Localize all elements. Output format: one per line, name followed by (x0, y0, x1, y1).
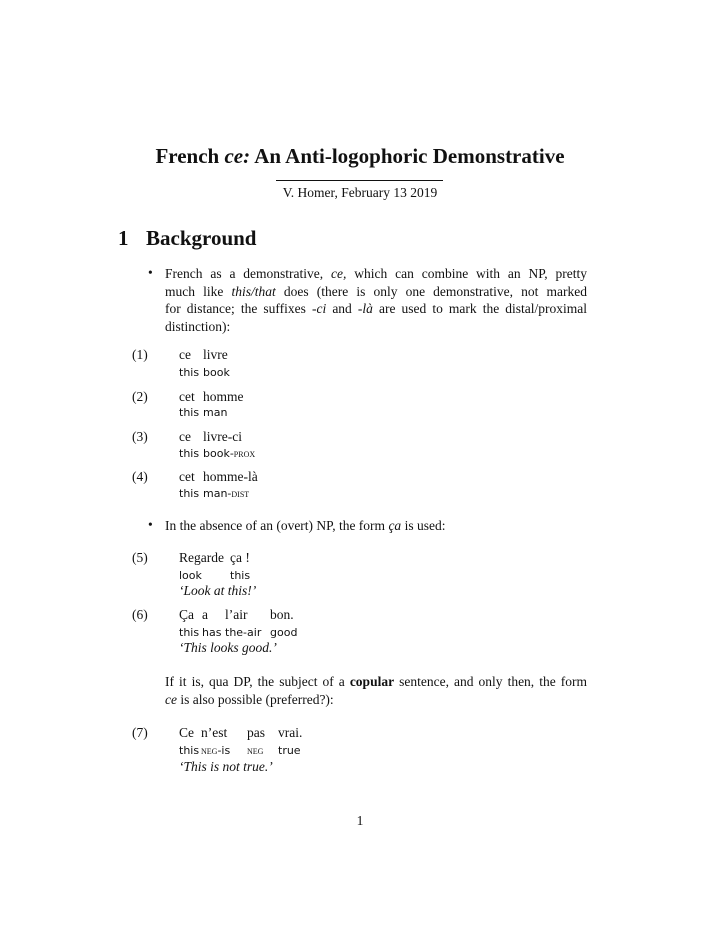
text-line: ce is also possible (preferred?): (165, 691, 334, 707)
example-number: (5) (132, 550, 148, 565)
paper-title: French ce: An Anti-logophoric Demonstrative (155, 144, 565, 168)
gloss-abbreviation: dist (231, 486, 250, 500)
example-line: ce livre-ci (179, 429, 242, 444)
translation-line: ‘This is not true.’ (179, 759, 273, 774)
section-number: 1 (118, 226, 129, 250)
bullet-marker: • (148, 265, 153, 280)
example-line: Ça a l’air bon. (179, 607, 294, 622)
author-date: V. Homer, February 13 2019 (282, 185, 438, 200)
example-line: cet homme (179, 389, 244, 404)
text-line: In the absence of an (overt) NP, the form ça is used: (165, 518, 446, 533)
text-line: French as a demonstrative, ce, which can combine with an NP, pretty (165, 266, 587, 281)
gloss-line: this has the-air good (179, 626, 298, 639)
example-number: (2) (132, 389, 148, 404)
example-number: (3) (132, 429, 148, 444)
text-line: distinction): (165, 318, 231, 334)
gloss-line: look this (179, 569, 251, 582)
text-line: for distance; the suffixes -ci and -là are used to mark the distal/proximal (165, 301, 587, 316)
bullet-marker: • (148, 517, 153, 532)
bullet-paragraph (165, 517, 587, 535)
text-line: much like this/that does (there is only one demonstrative, not marked (165, 283, 587, 299)
page-number: 1 (356, 813, 364, 828)
gloss-abbreviation: prox (233, 446, 256, 460)
section-heading (118, 226, 257, 251)
gloss-line: this book-prox (179, 446, 256, 460)
title-rule (276, 180, 443, 181)
example-number: (7) (132, 725, 148, 740)
gloss-line: this man (179, 406, 228, 419)
text-line: If it is, qua DP, the subject of a copular sentence, and only then, the form (165, 674, 587, 689)
example-line: Regarde ça ! (179, 550, 250, 565)
example-number: (6) (132, 607, 148, 622)
gloss-line: this neg-is neg true (179, 743, 301, 757)
example-line: Ce n’est pas vrai. (179, 725, 303, 740)
gloss-line: this book (179, 366, 230, 379)
bullet-paragraph (165, 265, 587, 335)
gloss-line: this man-dist (179, 486, 250, 500)
example-line: cet homme-là (179, 469, 258, 484)
title-emphasis: ce: (224, 144, 251, 168)
example-number: (4) (132, 469, 148, 484)
translation-line: ‘Look at this!’ (179, 583, 257, 598)
body-paragraph (165, 673, 587, 708)
example-number: (1) (132, 347, 148, 362)
translation-line: ‘This looks good.’ (179, 640, 277, 655)
example-line: ce livre (179, 347, 228, 362)
gloss-abbreviation: neg (247, 743, 264, 757)
gloss-abbreviation: neg (201, 743, 218, 757)
section-title: Background (146, 226, 257, 250)
